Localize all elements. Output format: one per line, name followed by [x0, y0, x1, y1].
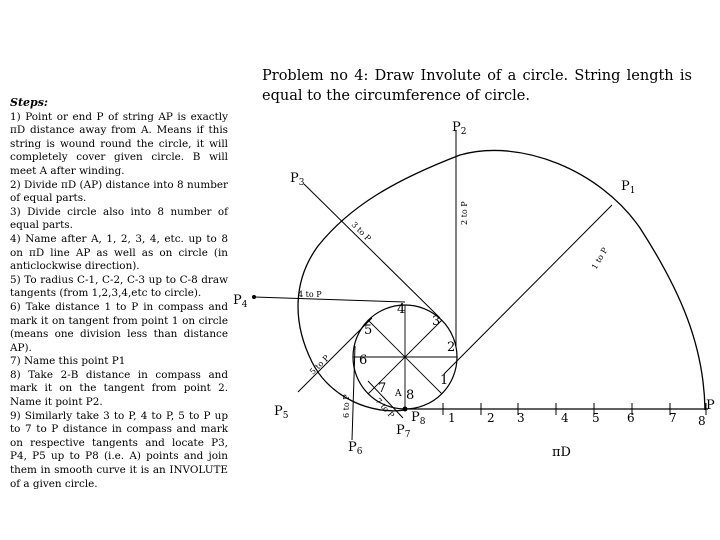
segment-label-5-to-p: 5 to P	[308, 353, 332, 377]
label-p1: $P_1$	[621, 179, 636, 196]
problem-title: Problem no 4: Draw Involute of a circle. String length is equal to the circumference of circle.	[262, 68, 692, 104]
step-9: 9) Similarly take 3 to P, 4 to P, 5 to P up to 7 to P distance in compass and mark on respective tangents and locate P3, P4, P5 up to P8 (i.e. A) points and join them in smooth curve it is an INVOLUTE of a given circle.	[10, 409, 228, 490]
label-p6: $P_6$	[348, 440, 363, 457]
step-5: 5) To radius C-1, C-2, C-3 up to C-8 draw tangents (from 1,2,3,4,etc to circle).	[10, 273, 228, 300]
steps-heading: Steps:	[10, 96, 48, 109]
tangent-line-p4	[254, 297, 405, 302]
tangent-line-p3	[304, 184, 440, 318]
label-p5: $P_5$	[274, 404, 289, 421]
circle-label-8: 8	[406, 388, 415, 403]
circle-label-6: 6	[359, 353, 368, 368]
step-3: 3) Divide circle also into 8 number of equal parts.	[10, 205, 228, 232]
line-label-4: 4	[561, 411, 569, 425]
label-p2: $P_2$	[452, 120, 467, 137]
segment-label-2-to-p: 2 to P	[460, 201, 469, 225]
step-6: 6) Take distance 1 to P in compass and mark it on tangent from point 1 on circle (means one division less than distance AP).	[10, 300, 228, 354]
line-label-3: 3	[517, 411, 525, 425]
involute-curve	[298, 150, 705, 410]
circle-label-2: 2	[447, 340, 456, 355]
segment-label-1-to-p: 1 to P	[589, 246, 610, 271]
step-4: 4) Name after A, 1, 2, 3, 4, etc. up to 8 on πD line AP as well as on circle (in anticlockwise direction).	[10, 232, 228, 273]
circle-label-3: 3	[432, 314, 441, 329]
line-label-5: 5	[592, 411, 600, 425]
label-p7: $P_7$	[396, 423, 411, 440]
circle-label-4: 4	[397, 302, 406, 317]
segment-label-7-to-p: 7 to P	[373, 396, 396, 420]
line-label-7: 7	[669, 411, 677, 425]
circle-label-7: 7	[378, 381, 387, 396]
step-2: 2) Divide πD (AP) distance into 8 number of equal parts.	[10, 178, 228, 205]
end-point-p-label: P	[706, 398, 715, 413]
label-p8: $P_8$	[411, 410, 426, 427]
label-p3: $P_3$	[290, 171, 305, 188]
point-p4-dot	[252, 295, 256, 299]
pi-d-label: πD	[552, 445, 571, 460]
line-label-2: 2	[487, 411, 495, 425]
segment-label-3-to-p: 3 to P	[349, 220, 373, 244]
circle-label-5: 5	[364, 323, 373, 338]
line-label-6: 6	[627, 411, 635, 425]
step-1: 1) Point or end P of string AP is exactly πD distance away from A. Means if this string is wound round the circle, it will completely cover given circle. B will meet A after winding.	[10, 110, 228, 177]
tangent-line-p1	[444, 205, 612, 374]
segment-label-6-to-p: 6 to P	[342, 394, 351, 418]
line-label-8: 8	[698, 414, 706, 428]
circle-label-1: 1	[440, 373, 449, 388]
step-8: 8) Take 2-B distance in compass and mark it on the tangent from point 2. Name it point P2.	[10, 368, 228, 409]
segment-label-4-to-p: 4 to P	[298, 290, 322, 299]
label-p4: $P_4$	[233, 293, 248, 310]
line-label-1: 1	[448, 411, 456, 425]
step-7: 7) Name this point P1	[10, 355, 126, 368]
point-a-dot	[403, 407, 408, 412]
circle-label-a: A	[395, 389, 402, 399]
